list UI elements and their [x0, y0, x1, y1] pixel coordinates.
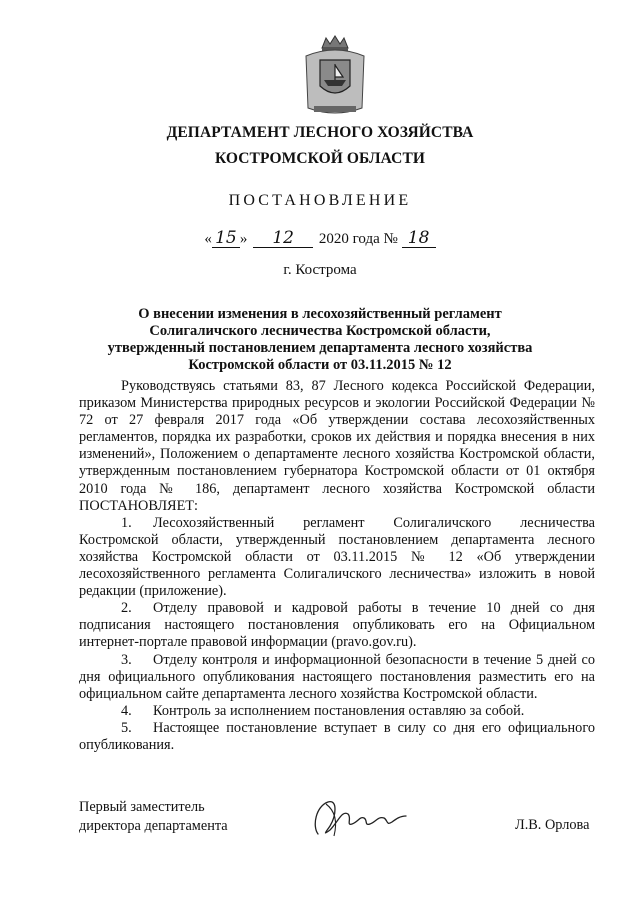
preamble-paragraph: Руководствуясь статьями 83, 87 Лесного кодекса Российской Федерации, приказом Министерства природных ресурсов и экологии Российской Федерации № 72 от 27 февраля 2017 года «Об утверждении состава лесохозяйственных регламентов, порядка их разработки, сроков их действия и порядка внесения в них изменений», Положением о департаменте лесного хозяйства Костромской области, утвержденным постановлением губернатора Костромской области от 01 октября 2010 года № 186, департамент лесного хозяйства Костромской области ПОСТАНОВЛЯЕТ:	[79, 378, 595, 514]
list-item: 2. Отделу правовой и кадровой работы в течение 10 дней со дня подписания настоящего постановления опубликовать его на Официальном интернет-портале правовой информации (pravo.gov.ru).	[79, 600, 595, 651]
list-item: 5. Настоящее постановление вступает в силу со дня его официального опубликования.	[79, 719, 595, 753]
city-name: г. Кострома	[283, 262, 357, 278]
department-name-line2: КОСТРОМСКОЙ ОБЛАСТИ	[214, 150, 426, 167]
department-name-line1: ДЕПАРТАМЕНТ ЛЕСНОГО ХОЗЯЙСТВА	[166, 124, 474, 141]
handwritten-day: 15	[212, 229, 240, 248]
date-line	[0, 229, 640, 248]
document-body	[79, 378, 595, 754]
list-item: 1. Лесохозяйственный регламент Солигаличского лесничества Костромской области, утвержденный постановлением департамента лесного хозяйства Костромской области от 03.11.2015 № 12 «Об утверждении лесохозяйственного регламента Солигаличского лесничества» изложить в новой редакции (приложение).	[79, 514, 595, 600]
handwritten-month: 12	[253, 229, 313, 248]
handwritten-number: 18	[402, 229, 436, 248]
document-type: ПОСТАНОВЛЕНИЕ	[228, 192, 412, 209]
signatory-name: Л.В. Орлова	[515, 817, 590, 833]
open-quote: «	[204, 231, 212, 247]
year-text: 2020 года №	[318, 231, 398, 247]
handwritten-signature-icon	[308, 796, 416, 842]
position-line2: директора департамента	[79, 818, 228, 834]
position-line1: Первый заместитель	[79, 799, 205, 815]
document-title: О внесении изменения в лесохозяйственный регламент Солигаличского лесничества Костромской области, утвержденный постановлением департамента лесного хозяйства Костромской области от 03.11.2015 № 12	[107, 306, 533, 373]
list-item: 3. Отделу контроля и информационной безопасности в течение 5 дней со дня официального опубликования настоящего постановления разместить его на официальном сайте департамента лесного хозяйства Костромской области.	[79, 651, 595, 702]
signatory-position	[79, 798, 228, 836]
close-quote: »	[239, 231, 248, 247]
list-item: 4. Контроль за исполнением постановления оставляю за собой.	[121, 702, 525, 719]
coat-of-arms-icon	[300, 34, 370, 118]
